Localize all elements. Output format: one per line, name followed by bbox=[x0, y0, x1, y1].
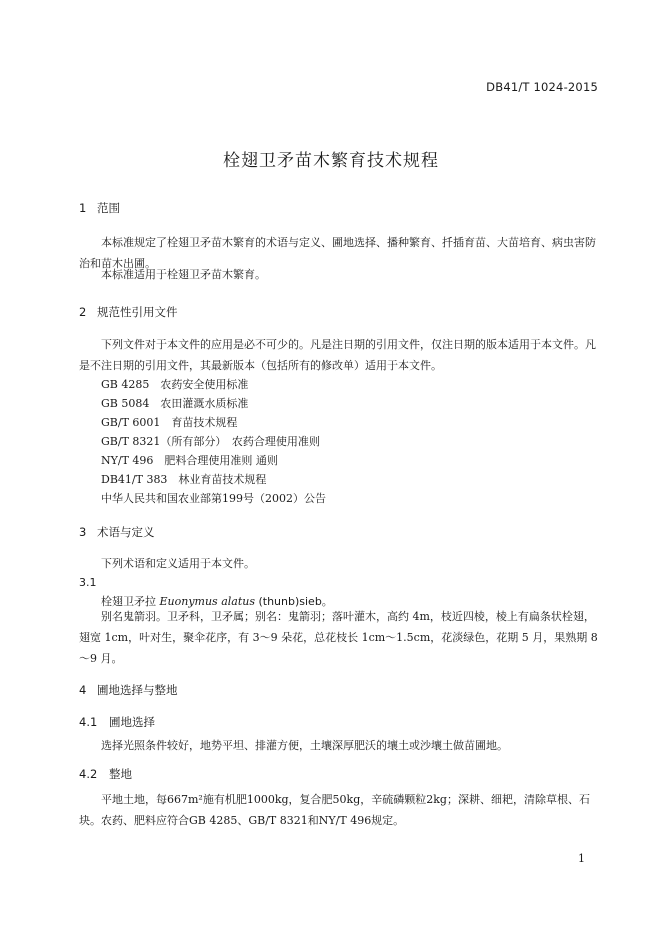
section-2-heading bbox=[79, 304, 178, 320]
section-3-paragraph-1: 下列术语和定义适用于本文件。 bbox=[101, 557, 255, 570]
term-latin-name: Euonymus alatus bbox=[159, 595, 255, 608]
term-chinese-name: 栓翅卫矛拉 bbox=[101, 595, 156, 608]
subsection-title: 整地 bbox=[109, 767, 132, 781]
standard-code: DB41/T 1024-2015 bbox=[486, 80, 598, 94]
subsection-4-1-paragraph: 选择光照条件较好，地势平坦、排灌方便，土壤深厚肥沃的壤土或沙壤土做苗圃地。 bbox=[101, 739, 508, 752]
reference-item: GB/T 6001 育苗技术规程 bbox=[101, 416, 238, 429]
subsection-number: 4.2 bbox=[79, 767, 98, 781]
reference-item: DB41/T 383 林业育苗技术规程 bbox=[101, 473, 267, 486]
term-number: 3.1 bbox=[79, 576, 97, 589]
section-number: 2 bbox=[79, 305, 87, 319]
reference-item: NY/T 496 肥料合理使用准则 通则 bbox=[101, 454, 278, 467]
section-1-heading bbox=[79, 200, 120, 216]
section-number: 1 bbox=[79, 201, 87, 215]
reference-item: GB 5084 农田灌溉水质标准 bbox=[101, 397, 249, 410]
subsection-number: 4.1 bbox=[79, 715, 98, 729]
term-author: (thunb)sieb。 bbox=[254, 595, 333, 608]
section-1-paragraph-1: 本标准规定了栓翅卫矛苗木繁育的术语与定义、圃地选择、播种繁育、扦插育苗、大苗培育、病虫害防治和苗木出圃。 bbox=[79, 236, 596, 270]
section-title: 规范性引用文件 bbox=[97, 305, 178, 319]
reference-item: GB/T 8321（所有部分） 农药合理使用准则 bbox=[101, 435, 320, 448]
subsection-4-2-heading bbox=[79, 766, 132, 782]
reference-item: 中华人民共和国农业部第199号（2002）公告 bbox=[101, 492, 326, 505]
section-2-paragraph-1: 下列文件对于本文件的应用是必不可少的。凡是注日期的引用文件，仅注日期的版本适用于本文件。凡是不注日期的引用文件，其最新版本（包括所有的修改单）适用于本文件。 bbox=[79, 338, 596, 372]
section-number: 3 bbox=[79, 525, 87, 539]
section-number: 4 bbox=[79, 683, 87, 697]
section-1-paragraph-2: 本标准适用于栓翅卫矛苗木繁育。 bbox=[101, 268, 266, 281]
subsection-4-1-heading bbox=[79, 714, 155, 730]
subsection-4-2-paragraph: 平地土地，每667m²施有机肥1000kg，复合肥50kg，辛硫磷颗粒2kg；深耕、细耙，清除草根、石块。农药、肥料应符合GB 4285、GB/T 8321和NY/T 496规定。 bbox=[79, 793, 590, 827]
section-title: 圃地选择与整地 bbox=[97, 683, 178, 697]
document-title: 栓翅卫矛苗木繁育技术规程 bbox=[223, 151, 439, 171]
page-number: 1 bbox=[578, 852, 585, 865]
subsection-title: 圃地选择 bbox=[109, 715, 155, 729]
term-definition: 别名鬼箭羽。卫矛科，卫矛属；别名：鬼箭羽；落叶灌木，高约 4m，枝近四棱，棱上有扁条状栓翅，翅宽 1cm，叶对生，聚伞花序，有 3～9 朵花，总花枝长 1cm～1.5cm，花淡绿色，花期 5 月，果熟期 8～9 月。 bbox=[79, 610, 598, 665]
section-title: 术语与定义 bbox=[97, 525, 155, 539]
reference-item: GB 4285 农药安全使用标准 bbox=[101, 378, 249, 391]
section-4-heading bbox=[79, 682, 178, 698]
section-title: 范围 bbox=[97, 201, 120, 215]
section-3-heading bbox=[79, 524, 155, 540]
